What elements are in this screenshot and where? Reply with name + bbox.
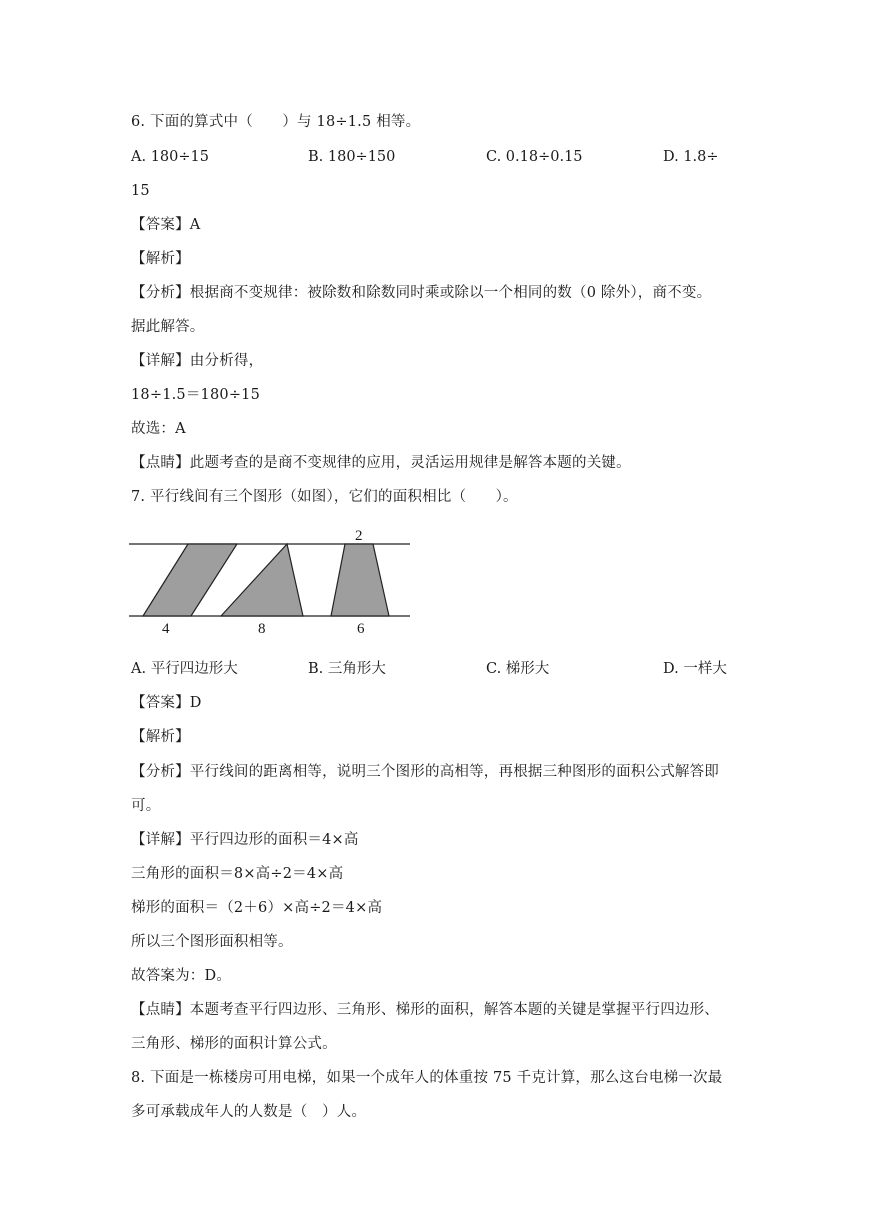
q7-comment-2: 三角形、梯形的面积计算公式。: [131, 1036, 337, 1052]
q6-answer: 【答案】A: [131, 217, 201, 233]
label-tri-8: 8: [258, 621, 266, 637]
q6-analysis-1: 【分析】根据商不变规律：被除数和除数同时乘或除以一个相同的数（0 除外），商不变。: [131, 285, 712, 301]
q6-option-c: C. 0.18÷0.15: [486, 149, 583, 165]
q6-detail-1: 【详解】由分析得，: [131, 353, 264, 369]
q7-comment-1: 【点睛】本题考查平行四边形、三角形、梯形的面积，解答本题的关键是掌握平行四边形、: [131, 1002, 719, 1018]
q7-detail-4: 所以三个图形面积相等。: [131, 934, 293, 950]
q7-conclusion: 故答案为：D。: [131, 968, 232, 984]
q6-detail-2: 18÷1.5＝180÷15: [131, 387, 261, 403]
q6-stem: 6. 下面的算式中（ ）与 18÷1.5 相等。: [131, 114, 421, 130]
q6-option-b: B. 180÷150: [308, 149, 396, 165]
q8-stem-1: 8. 下面是一栋楼房可用电梯，如果一个成年人的体重按 75 千克计算，那么这台电梯一次最: [131, 1070, 723, 1086]
q7-analysis-1: 【分析】平行线间的距离相等，说明三个图形的高相等，再根据三种图形的面积公式解答即: [131, 764, 719, 780]
q7-option-b: B. 三角形大: [308, 661, 386, 677]
q7-stem: 7. 平行线间有三个图形（如图），它们的面积相比（ ）。: [131, 489, 518, 505]
q7-analysis-2: 可。: [131, 798, 161, 814]
q6-option-a: A. 180÷15: [131, 149, 209, 165]
parallelogram-shape: [143, 544, 237, 616]
triangle-shape: [221, 544, 303, 616]
q6-comment: 【点睛】此题考查的是商不变规律的应用，灵活运用规律是解答本题的关键。: [131, 455, 631, 471]
q6-choice: 故选：A: [131, 421, 186, 437]
q7-detail-3: 梯形的面积＝（2＋6）×高÷2＝4×高: [131, 900, 383, 916]
q6-option-d-wrap: 15: [131, 183, 150, 199]
label-para-4: 4: [162, 621, 170, 637]
q6-option-d: D. 1.8÷: [663, 149, 719, 165]
trapezoid-shape: [331, 544, 389, 616]
q6-analysis-2: 据此解答。: [131, 319, 205, 335]
q7-detail-2: 三角形的面积＝8×高÷2＝4×高: [131, 866, 344, 882]
q7-jiexi: 【解析】: [131, 729, 190, 745]
q7-option-a: A. 平行四边形大: [131, 661, 238, 677]
q7-answer: 【答案】D: [131, 695, 202, 711]
q8-stem-2: 多可承载成年人的人数是（ ）人。: [131, 1104, 367, 1120]
q6-jiexi: 【解析】: [131, 251, 190, 267]
label-top-2: 2: [355, 528, 363, 544]
label-trap-6: 6: [357, 621, 365, 637]
q7-option-d: D. 一样大: [663, 661, 727, 677]
q7-option-c: C. 梯形大: [486, 661, 550, 677]
q7-detail-1: 【详解】平行四边形的面积＝4×高: [131, 832, 359, 848]
shapes-figure: [129, 524, 414, 639]
